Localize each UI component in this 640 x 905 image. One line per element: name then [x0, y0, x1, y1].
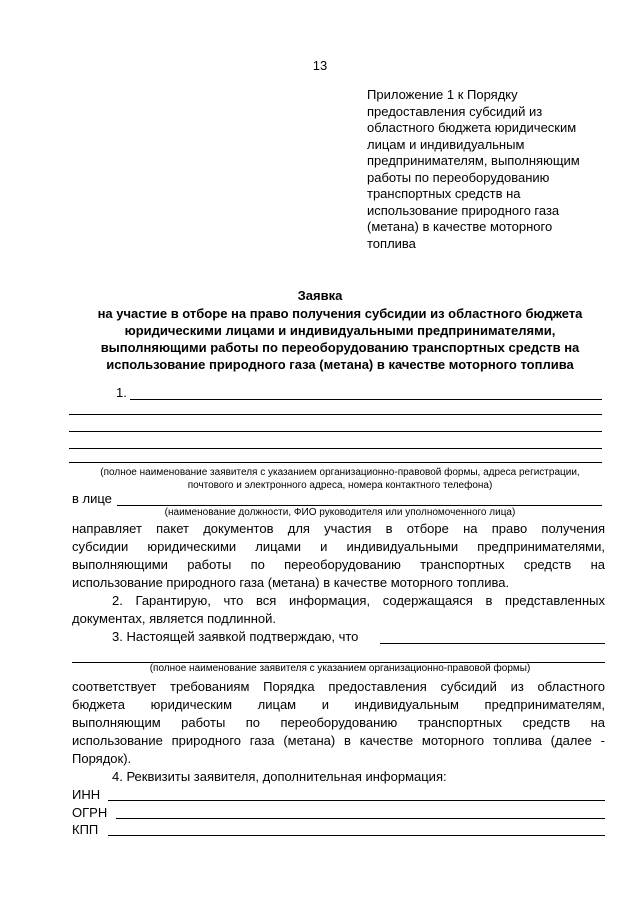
paragraph-line: использование природного газа (метана) в качестве моторного топлива (далее - [72, 733, 605, 748]
appendix-line: использование природного газа [367, 202, 560, 218]
document-title: Заявка [297, 288, 343, 303]
appendix-line: работы по переоборудованию [367, 169, 550, 185]
applicant-name-field[interactable] [69, 462, 602, 463]
inn-label: ИНН [72, 787, 101, 802]
paragraph-line: Порядок). [72, 751, 132, 766]
paragraph-line: направляет пакет документов для участия в отборе на право получения [72, 521, 605, 536]
kpp-field[interactable] [108, 835, 605, 836]
paragraph-line: 3. Настоящей заявкой подтверждаю, что [112, 629, 359, 644]
applicant-name-field[interactable] [69, 448, 602, 449]
caption-line: (полное наименование заявителя с указанием организационно-правовой формы, адреса регистрации, [100, 467, 580, 478]
applicant-name-field[interactable] [69, 414, 602, 415]
applicant-name-field[interactable] [130, 399, 602, 400]
appendix-line: Приложение 1 к Порядку [367, 87, 518, 102]
paragraph-line: выполняющими работы по переоборудованию транспортных средств на [72, 557, 605, 572]
kpp-label: КПП [72, 822, 99, 837]
appendix-line: предоставления субсидий из [367, 103, 543, 119]
appendix-note [367, 87, 612, 252]
paragraph-line: выполняющим работы по переоборудованию транспортных средств на [72, 715, 605, 730]
ogrn-field[interactable] [116, 818, 605, 819]
inn-field[interactable] [108, 800, 605, 801]
caption-line: почтового и электронного адреса, номера контактного телефона) [187, 480, 493, 491]
paragraph-line: субсидии юридическими лицами и индивидуальными предпринимателями, [72, 539, 605, 554]
paragraph-line: соответствует требованиям Порядка предоставления субсидий из областного [72, 679, 605, 694]
appendix-line: транспортных средств на [367, 186, 521, 201]
document-subtitle [60, 305, 620, 373]
item-1-label: 1. [116, 385, 127, 400]
representative-caption: (наименование должности, ФИО руководителя или уполномоченного лица) [164, 507, 516, 518]
subtitle-line: юридическими лицами и индивидуальными предпринимателями, [124, 323, 556, 338]
paragraph-line: бюджета юридическим лицам и индивидуальным предпринимателям, [72, 697, 605, 712]
applicant-caption [60, 466, 620, 492]
appendix-line: лицам и индивидуальным [367, 136, 525, 152]
applicant-short-caption: (полное наименование заявителя с указанием организационно-правовой формы) [149, 663, 531, 674]
paragraph-line: 2. Гарантирую, что вся информация, содержащаяся в представленных [112, 593, 605, 608]
subtitle-line: на участие в отборе на право получения субсидии из областного бюджета [97, 306, 583, 321]
in-person-label: в лице [72, 491, 112, 506]
applicant-short-field[interactable] [380, 643, 605, 644]
subtitle-line: выполняющими работы по переоборудованию транспортных средств на [100, 340, 580, 355]
paragraph-line: документах, является подлинной. [72, 611, 277, 626]
appendix-line: предпринимателям, выполняющим [367, 153, 580, 168]
page-number: 13 [312, 58, 328, 73]
section-heading: 4. Реквизиты заявителя, дополнительная информация: [112, 769, 447, 784]
ogrn-label: ОГРН [72, 805, 108, 820]
appendix-line: (метана) в качестве моторного [367, 219, 553, 234]
applicant-name-field[interactable] [69, 431, 602, 432]
appendix-line: областного бюджета юридическим [367, 120, 577, 135]
appendix-line: топлива [367, 235, 416, 251]
subtitle-line: использование природного газа (метана) в качестве моторного топлива [106, 357, 574, 372]
paragraph-line: использование природного газа (метана) в качестве моторного топлива. [72, 575, 510, 590]
